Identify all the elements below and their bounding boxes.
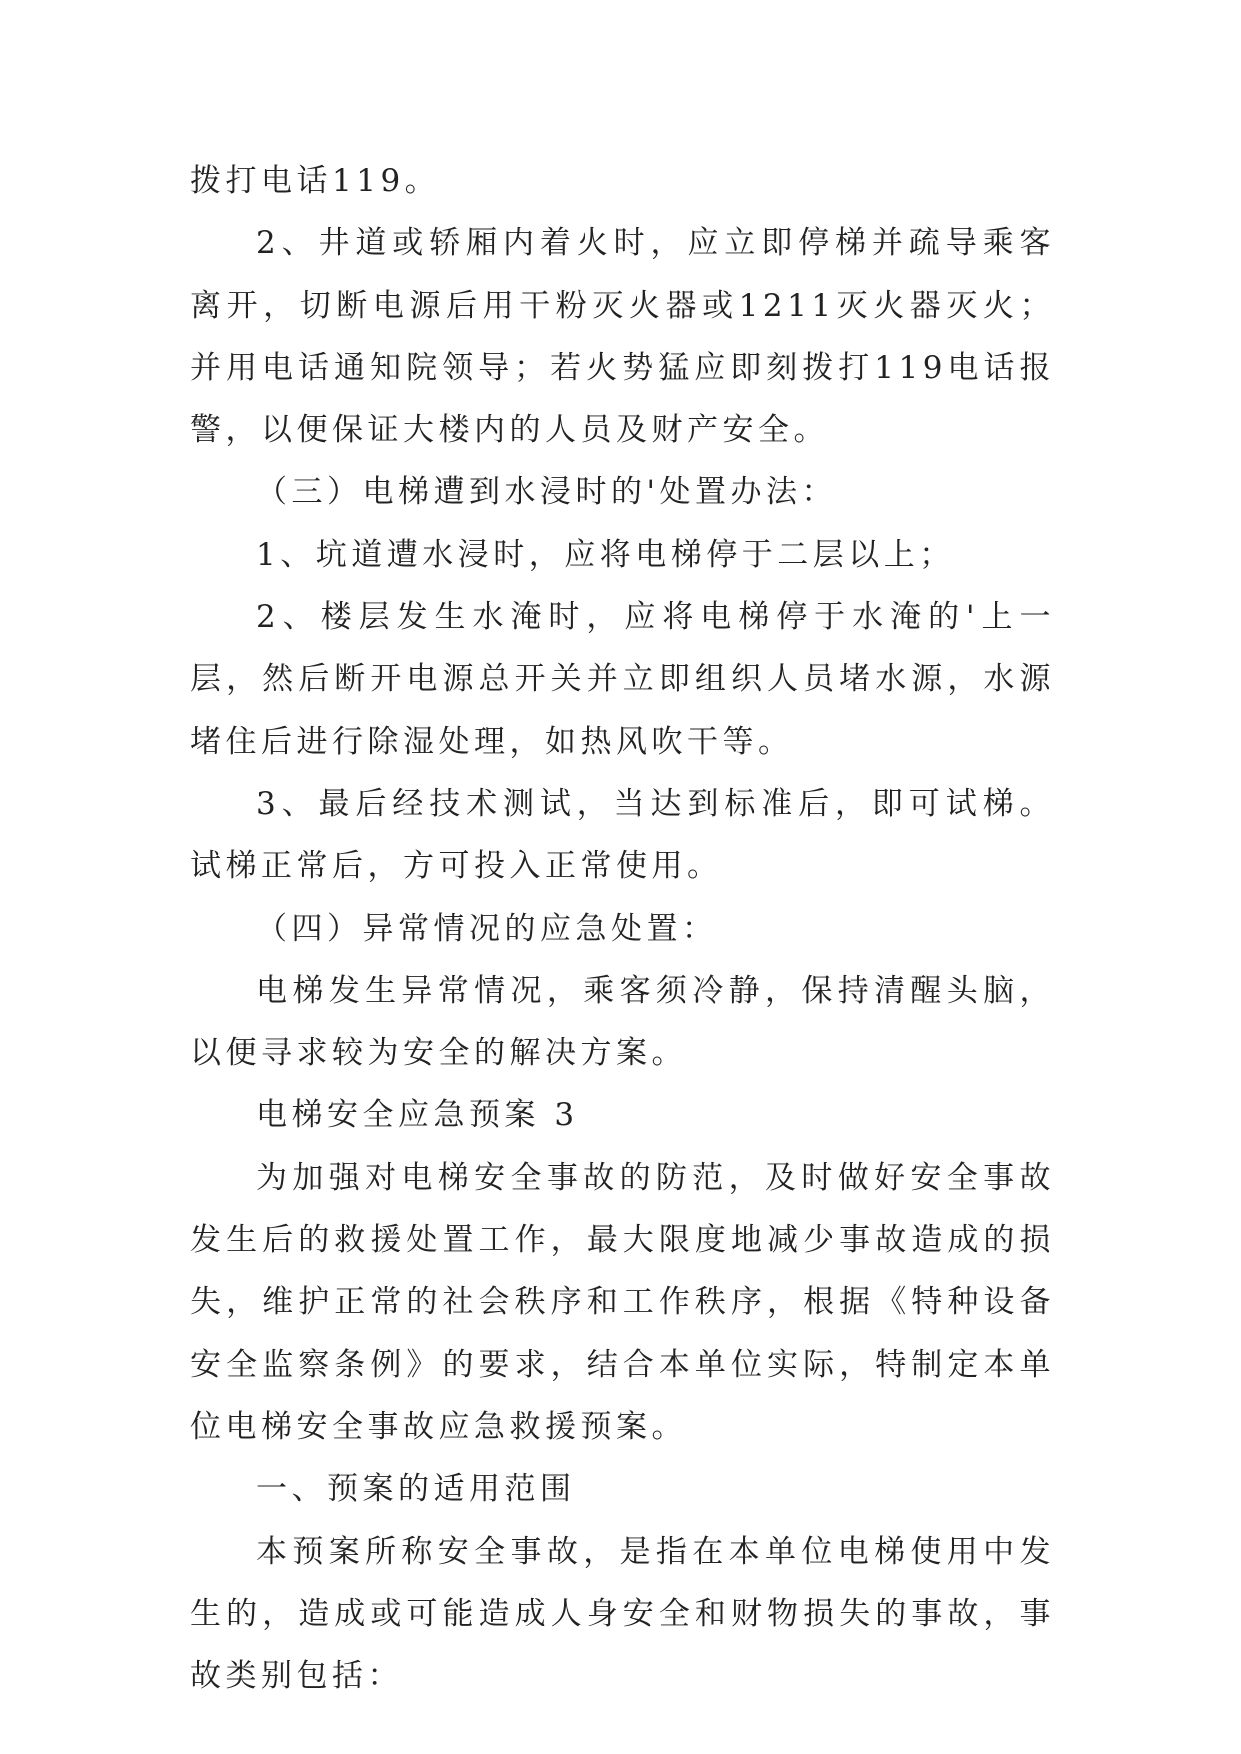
paragraph-12: 本预案所称安全事故，是指在本单位电梯使用中发生的，造成或可能造成人身安全和财物损失的事故，事故类别包括： — [190, 1533, 1055, 1695]
paragraph-1: 拨打电话119。 — [190, 163, 441, 199]
paragraph-8: 电梯发生异常情况，乘客须冷静，保持清醒头脑，以便寻求较为安全的解决方案。 — [190, 972, 1055, 1072]
document-title-3: 电梯安全应急预案 3 — [256, 1097, 579, 1134]
paragraph-4: 1、坑道遭水浸时，应将电梯停于二层以上； — [256, 536, 955, 573]
section-heading-4: （四）异常情况的应急处置： — [256, 910, 718, 947]
document-body — [190, 150, 1055, 1707]
paragraph-5: 2、楼层发生水淹时，应将电梯停于水淹的'上一层，然后断开电源总开关并立即组织人员堵水源，水源堵住后进行除湿处理，如热风吹干等。 — [190, 599, 1055, 760]
section-heading-scope: 一、预案的适用范围 — [256, 1471, 576, 1508]
paragraph-10: 为加强对电梯安全事故的防范，及时做好安全事故发生后的救援处置工作，最大限度地减少事故造成的损失，维护正常的社会秩序和工作秩序，根据《特种设备安全监察条例》的要求，结合本单位实际，特制定本单位电梯安全事故应急救援预案。 — [190, 1159, 1055, 1445]
paragraph-6: 3、最后经技术测试，当达到标准后，即可试梯。试梯正常后，方可投入正常使用。 — [190, 785, 1055, 885]
section-heading-3: （三）电梯遭到水浸时的'处置办法： — [256, 474, 838, 511]
paragraph-2: 2、井道或轿厢内着火时，应立即停梯并疏导乘客离开，切断电源后用干粉灭火器或1211灭火器灭火；并用电话通知院领导；若火势猛应即刻拨打119电话报警，以便保证大楼内的人员及财产安全。 — [190, 225, 1055, 449]
